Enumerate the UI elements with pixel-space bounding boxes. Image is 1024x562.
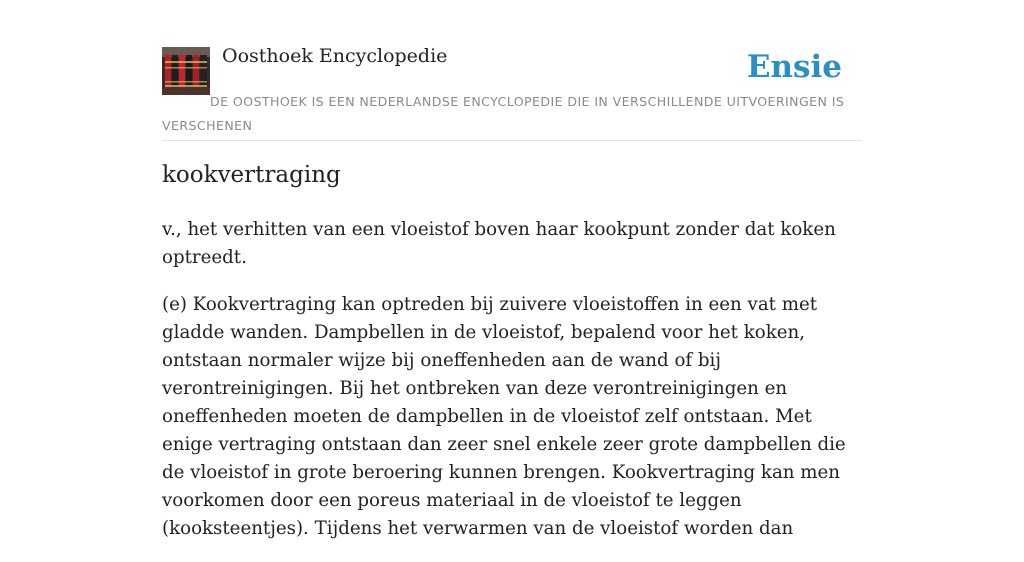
article-paragraph-explanation: (e) Kookvertraging kan optreden bij zuivere vloeistoffen in een vat met gladde wanden. Dampbellen in de vloeistof, bepalend voor het koken, ontstaan normaler wijze bij oneffenheden aan de wand of bij verontreinigingen. Bij het ontbreken van deze verontreinigingen en oneffenheden moeten de dampbellen in de vloeistof zelf ontstaan. Met enige vertraging ontstaan dan zeer snel enkele zeer grote dampbellen die de vloeistof in grote beroering kunnen brengen. Kookvertraging kan men voorkomen door een poreus materiaal in de vloeistof te leggen (kooksteentjes). Tijdens het verwarmen van de vloeistof worden dan (162, 294, 846, 539)
site-name[interactable]: Oosthoek Encyclopedie (222, 45, 448, 67)
content-column (162, 0, 862, 539)
site-tagline: DE OOSTHOEK IS EEN NEDERLANDSE ENCYCLOPEDIE DIE IN VERSCHILLENDE UITVOERINGEN IS VERSCHENEN (162, 94, 845, 133)
encyclopedia-books-icon (162, 47, 210, 95)
brand-logo[interactable]: Ensie (746, 49, 842, 85)
article-paragraph-definition: v., het verhitten van een vloeistof boven haar kookpunt zonder dat koken optreedt. (162, 219, 836, 268)
site-header (162, 0, 862, 141)
site-avatar[interactable] (162, 47, 210, 95)
article-body (162, 216, 867, 562)
article-title: kookvertraging (162, 162, 341, 188)
